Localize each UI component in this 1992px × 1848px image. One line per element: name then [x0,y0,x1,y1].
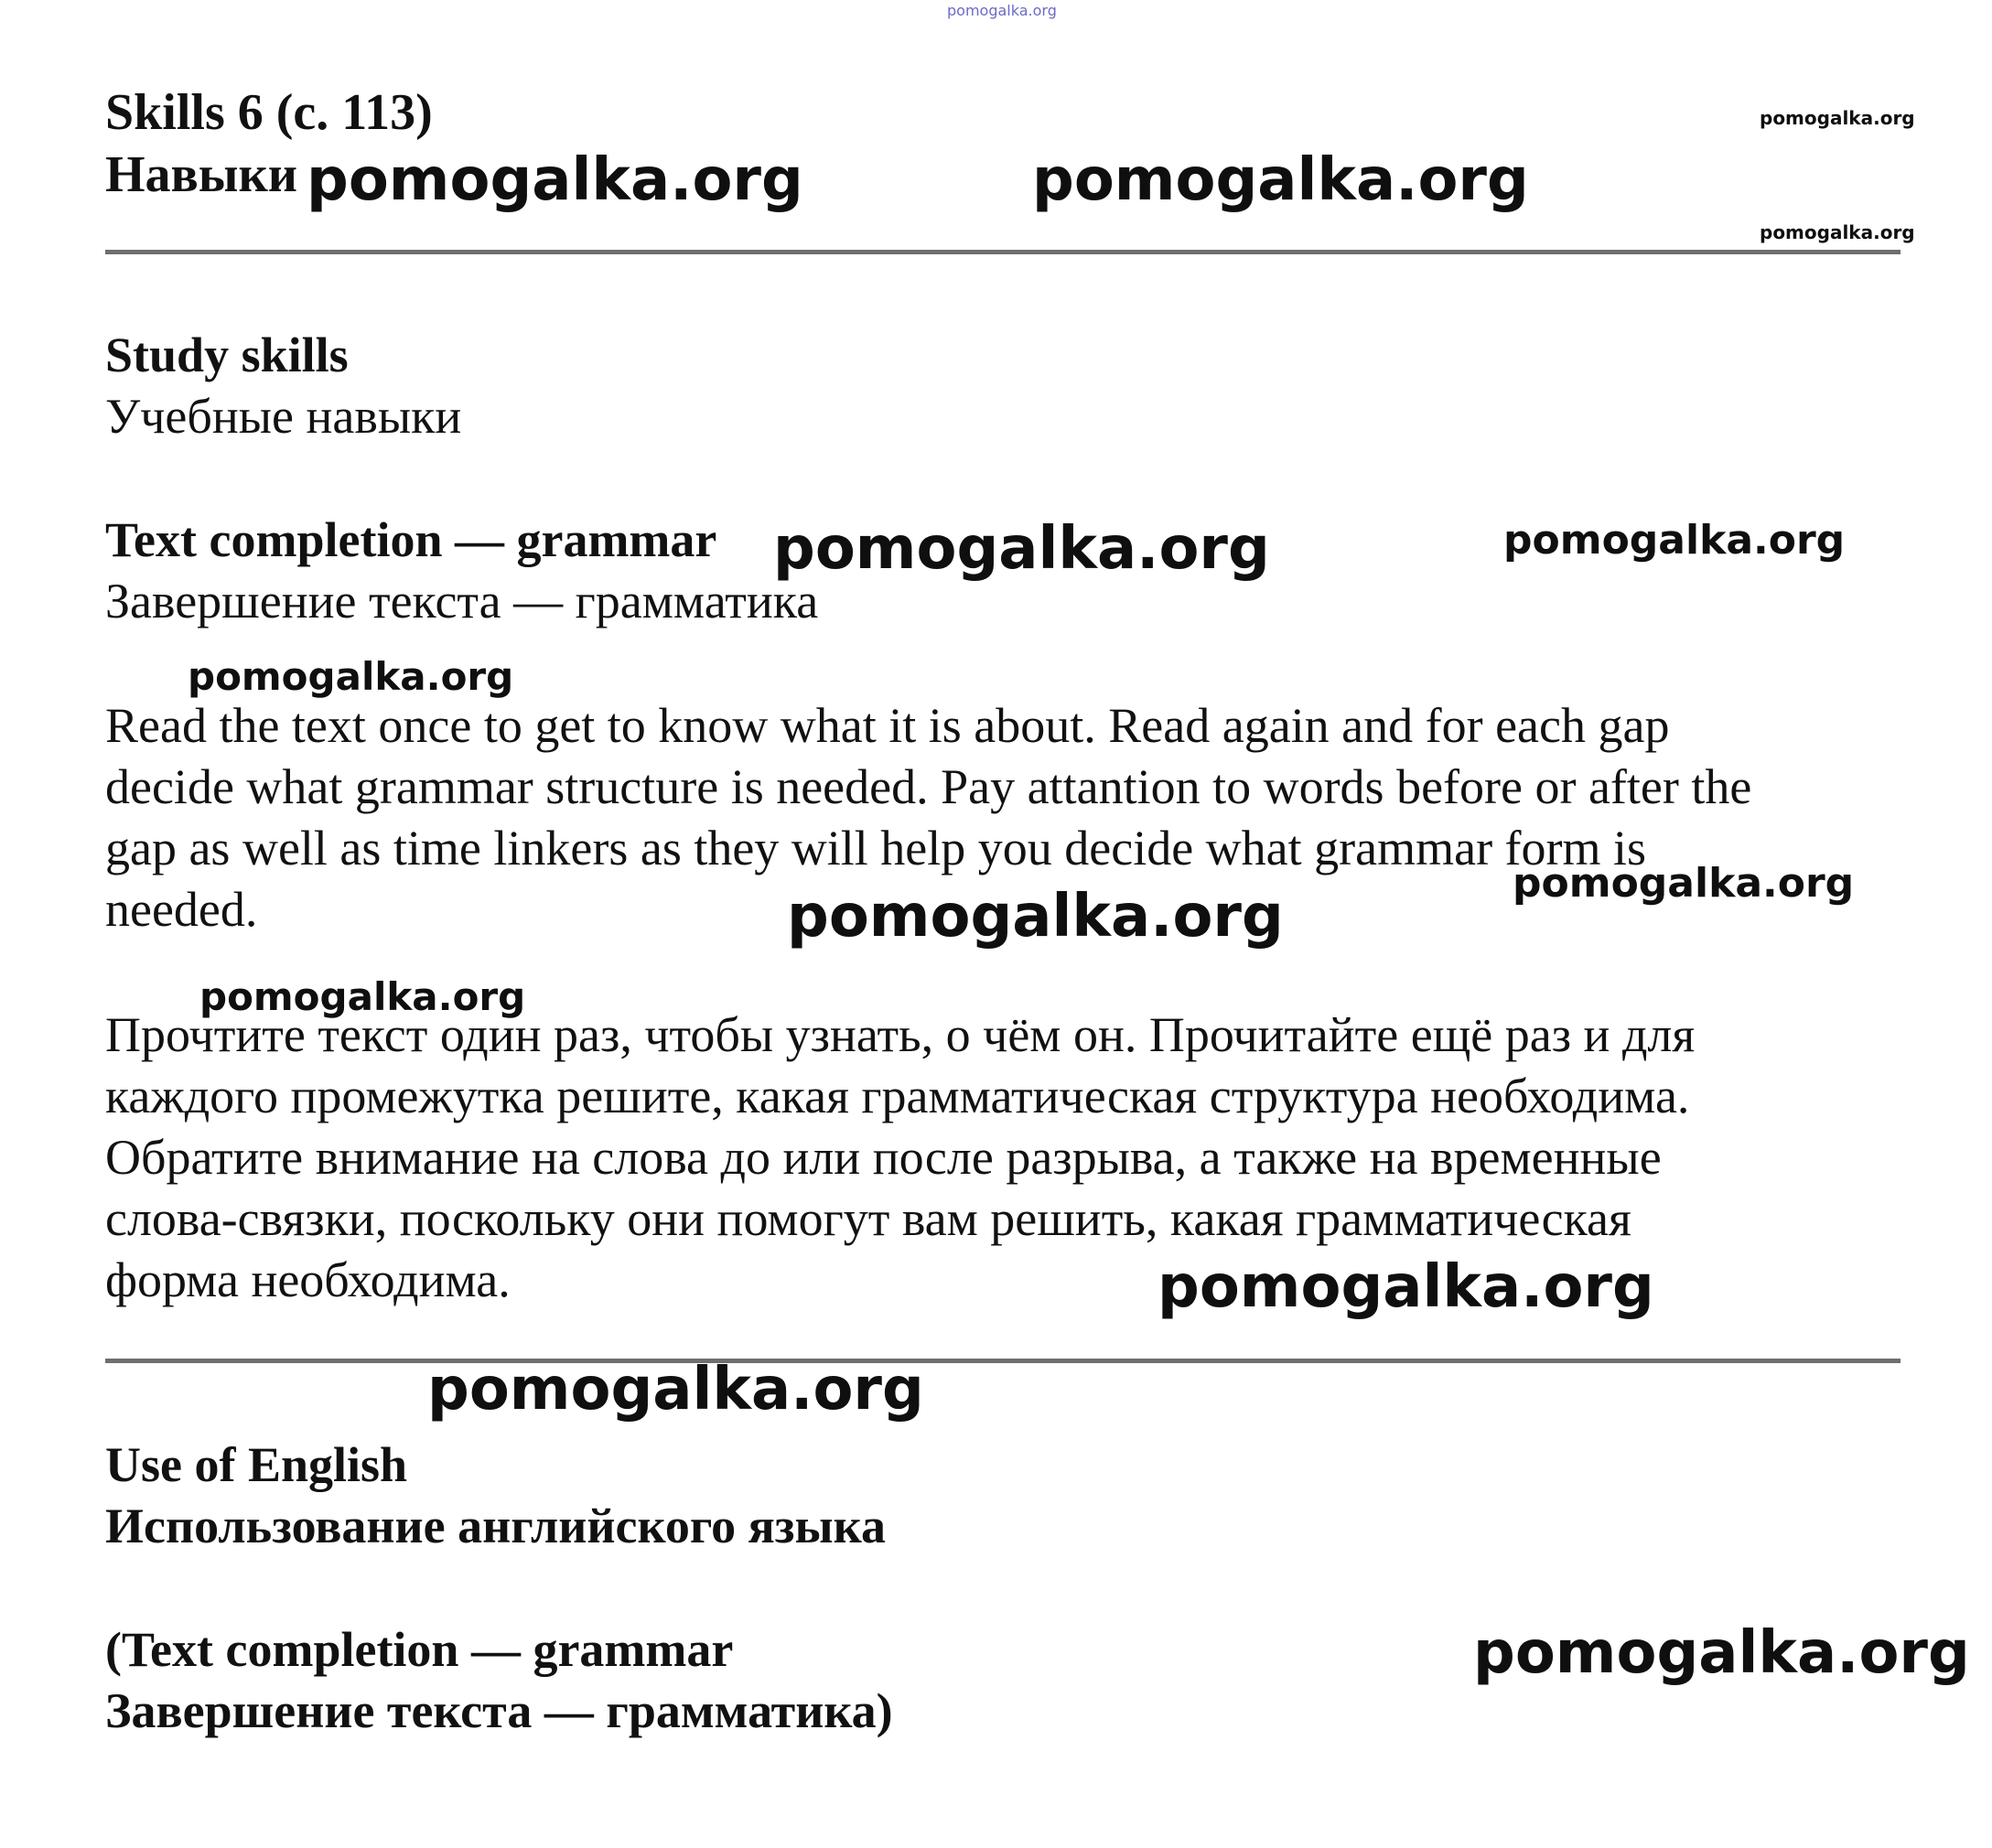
text-completion-heading: Text completion — grammar [105,512,717,567]
paragraph-line: Прочтите текст один раз, чтобы узнать, о чём он. Прочитайте ещё раз и для [105,1007,1696,1062]
watermark: pomogalka.org [1158,1253,1654,1321]
watermark: pomogalka.org [1503,517,1846,564]
paragraph-line: слова-связки, поскольку они помогут вам решить, какая грамматическая [105,1191,1631,1246]
top-watermark: pomogalka.org [947,2,1057,19]
use-of-english-heading-ru: Использование английского языка [105,1499,886,1553]
paragraph-line: форма необходима. [105,1252,511,1307]
text-completion-heading-ru: Завершение текста — грамматика [105,574,819,629]
page-title: Skills 6 (c. 113) [105,84,433,141]
paragraph-line: каждого промежутка решите, какая грамматическая структура необходима. [105,1069,1690,1123]
watermark: pomogalka.org [188,654,514,699]
watermark: pomogalka.org [1760,221,1915,243]
watermark: pomogalka.org [427,1356,924,1424]
page-subtitle: Навыки [105,146,298,203]
paragraph-line: gap as well as time linkers as they will help you decide what grammar form is [105,821,1647,876]
paragraph-line: needed. [105,882,258,937]
watermark: pomogalka.org [1032,146,1529,214]
watermark: pomogalka.org [1513,860,1855,907]
watermark: pomogalka.org [787,883,1284,951]
study-skills-heading: Study skills [105,328,349,382]
top-divider [105,250,1900,254]
watermark: pomogalka.org [773,515,1270,583]
watermark: pomogalka.org [1473,1619,1970,1687]
watermark: pomogalka.org [1760,107,1915,129]
text-completion-subheading: (Text completion — grammar [105,1622,734,1677]
use-of-english-heading: Use of English [105,1437,408,1492]
bottom-divider [105,1359,1900,1363]
text-completion-subheading-ru: Завершение текста — грамматика) [105,1683,893,1738]
watermark: pomogalka.org [307,146,803,214]
watermark: pomogalka.org [199,974,526,1019]
paragraph-line: Read the text once to get to know what it is about. Read again and for each gap [105,698,1670,753]
study-skills-heading-ru: Учебные навыки [105,389,462,444]
paragraph-line: decide what grammar structure is needed. Pay attantion to words before or after the [105,759,1752,814]
paragraph-line: Обратите внимание на слова до или после разрыва, а также на временные [105,1130,1662,1185]
